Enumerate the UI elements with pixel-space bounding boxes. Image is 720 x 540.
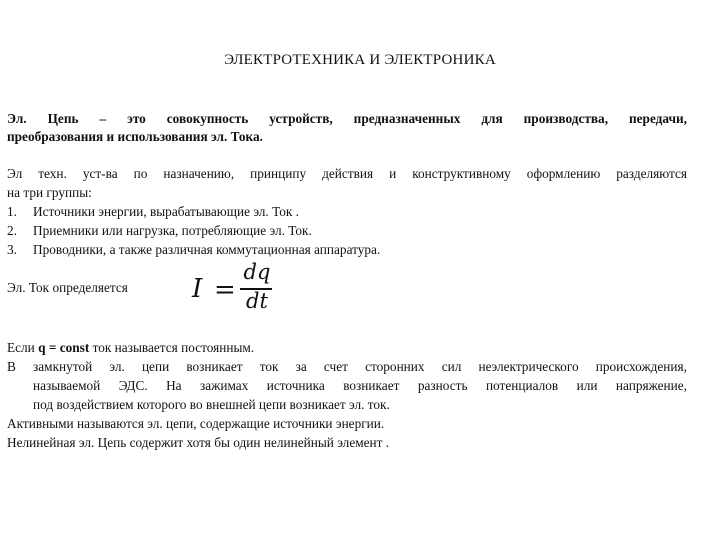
current-label: Эл. Ток определяется [7,280,128,295]
const-note-post: ток называется постоянным. [89,340,255,355]
emf-line-1: В замкнутой эл. цепи возникает ток за счет сторонних сил неэлектрического происхождения, [7,359,687,374]
page-title: ЭЛЕКТРОТЕХНИКА И ЭЛЕКТРОНИКА [224,52,496,68]
list-item-number: 2. [7,223,17,238]
const-note-pre: Если [7,340,39,355]
list-item-number: 3. [7,242,17,257]
definition-line-2: преобразования и использования эл. Тока. [7,129,263,144]
groups-intro-line-2: на три группы: [7,185,92,200]
formula-equals: = [214,275,236,305]
list-item-text: Приемники или нагрузка, потребляющие эл. Ток. [33,223,312,238]
list-item-text: Проводники, а также различная коммутационная аппаратура. [33,242,381,257]
nonlinear-circuit-note: Нелинейная эл. Цепь содержит хотя бы один нелинейный элемент . [7,435,390,450]
definition-line-1: Эл. Цепь – это совокупность устройств, предназначенных для производства, передачи, [7,111,687,126]
emf-line-3: под воздействием которого во внешней цепи возникает эл. ток. [33,397,390,412]
list-item [7,222,687,241]
formula-lhs: I [192,274,203,304]
formula-numerator: dq [243,260,271,284]
list-item-text: Источники энергии, вырабатывающие эл. Ток . [33,204,299,219]
emf-line-2: называемой ЭДС. На зажимах источника возникает разность потенциалов или напряжение, [33,378,687,393]
list-item [7,241,687,260]
formula-denominator: dt [246,289,268,313]
list-item [7,203,687,222]
groups-intro-line-1: Эл техн. уст-ва по назначению, принципу действия и конструктивному оформлению разделяются [7,166,687,181]
const-note [7,339,687,358]
const-note-formula: q = const [38,340,90,355]
list-item-number: 1. [7,204,17,219]
active-circuit-note: Активными называются эл. цепи, содержащие источники энергии. [7,416,385,431]
